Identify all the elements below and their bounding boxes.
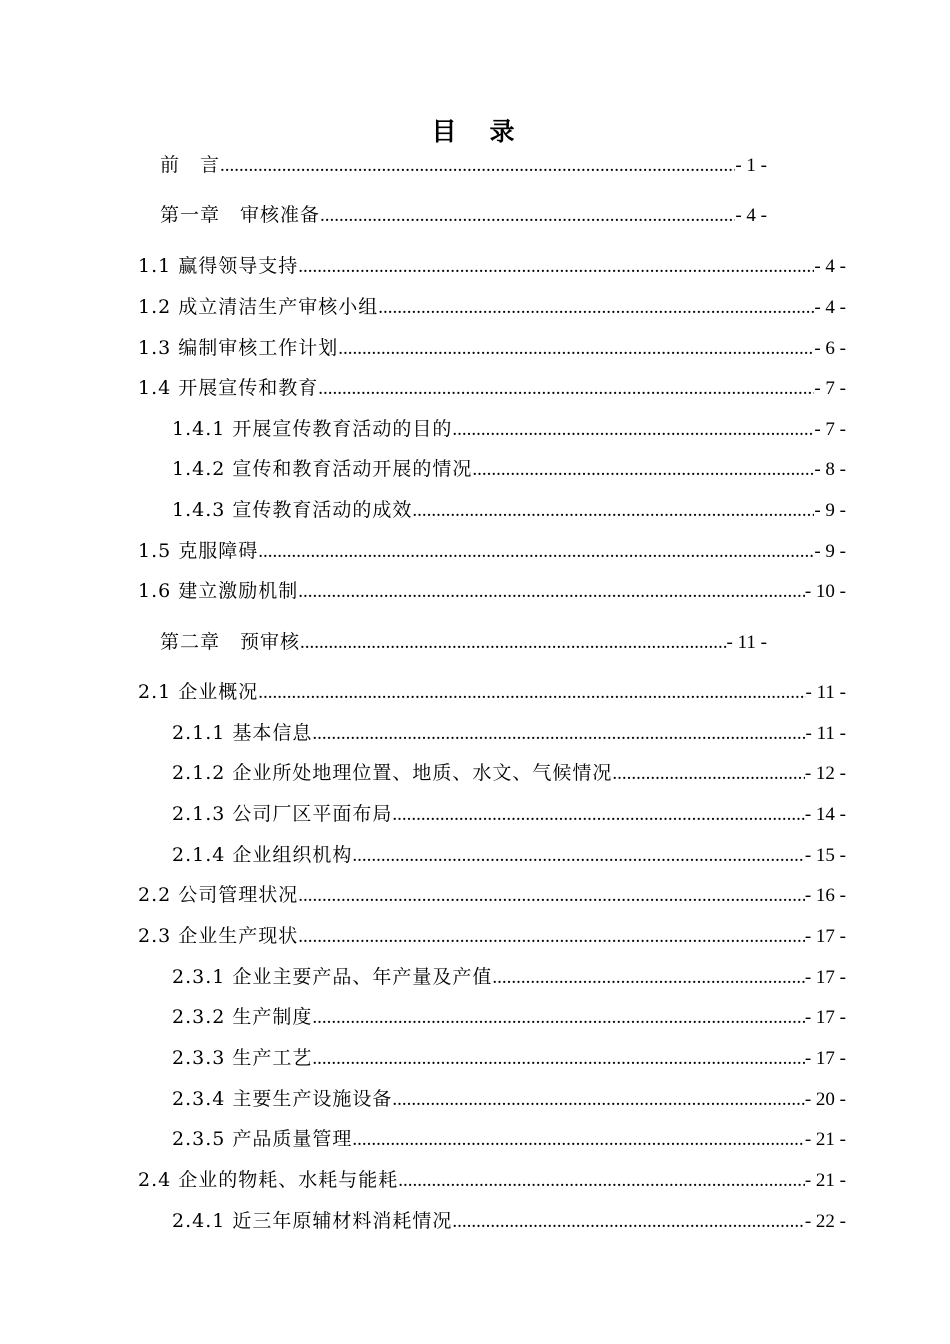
toc-entry-page-number: - 10 -	[804, 581, 846, 602]
toc-entry-page-number: - 11 -	[805, 682, 846, 703]
toc-entry-page-number: - 4 -	[814, 256, 846, 277]
toc-entry-label: 1.4.2 宣传和教育活动开展的情况	[172, 458, 473, 480]
toc-dot-leader	[352, 1127, 804, 1152]
toc-entry-page-number: - 16 -	[804, 885, 846, 906]
toc-entry[interactable]	[172, 1004, 846, 1030]
toc-entry[interactable]	[172, 456, 846, 482]
toc-dot-leader	[452, 1209, 804, 1234]
toc-dot-leader	[398, 1168, 805, 1193]
toc-entry[interactable]	[160, 629, 767, 655]
toc-dot-leader	[312, 721, 805, 746]
toc-entry[interactable]	[172, 1126, 846, 1152]
toc-entry[interactable]	[172, 801, 846, 827]
toc-entry-label: 1.1 赢得领导支持	[138, 255, 299, 277]
toc-entry-label: 2.3.4 主要生产设施设备	[172, 1088, 393, 1110]
toc-dot-leader	[612, 761, 804, 786]
toc-entry-page-number: - 17 -	[804, 926, 846, 947]
toc-entry-page-number: - 9 -	[814, 500, 846, 521]
toc-entry-page-number: - 7 -	[814, 419, 846, 440]
toc-entry-label: 2.4 企业的物耗、水耗与能耗	[138, 1169, 399, 1191]
toc-dot-leader	[300, 630, 727, 655]
toc-entry-page-number: - 4 -	[814, 297, 846, 318]
toc-entry-page-number: - 21 -	[804, 1129, 846, 1150]
toc-entry-page-number: - 17 -	[804, 1048, 846, 1069]
toc-entry-page-number: - 12 -	[804, 763, 846, 784]
toc-dot-leader	[312, 1005, 804, 1030]
toc-dot-leader	[318, 376, 814, 401]
toc-dot-leader	[298, 924, 805, 949]
toc-entry-page-number: - 11 -	[726, 632, 767, 653]
toc-entry-page-number: - 6 -	[814, 338, 846, 359]
toc-dot-leader	[312, 1046, 804, 1071]
toc-entry-page-number: - 20 -	[804, 1089, 846, 1110]
toc-entry-page-number: - 21 -	[804, 1170, 846, 1191]
toc-entry-label: 1.4 开展宣传和教育	[138, 377, 319, 399]
toc-entry-page-number: - 9 -	[814, 541, 846, 562]
toc-entry[interactable]	[138, 538, 846, 564]
toc-entry-label: 2.3.3 生产工艺	[172, 1047, 313, 1069]
toc-entry-page-number: - 11 -	[805, 723, 846, 744]
toc-entry-page-number: - 17 -	[804, 967, 846, 988]
toc-dot-leader	[258, 680, 805, 705]
toc-dot-leader	[378, 295, 814, 320]
toc-entry[interactable]	[172, 842, 846, 868]
toc-dot-leader	[258, 539, 814, 564]
toc-entry[interactable]	[138, 335, 846, 361]
toc-entry[interactable]	[138, 253, 846, 279]
toc-entry-page-number: - 17 -	[804, 1007, 846, 1028]
toc-entry-label: 2.1.3 公司厂区平面布局	[172, 803, 393, 825]
toc-entry[interactable]	[172, 497, 846, 523]
toc-entry-label: 2.3.1 企业主要产品、年产量及产值	[172, 966, 493, 988]
toc-entry-page-number: - 22 -	[804, 1211, 846, 1232]
toc-entry[interactable]	[138, 294, 846, 320]
toc-dot-leader	[412, 498, 814, 523]
toc-entry-page-number: - 14 -	[804, 804, 846, 825]
toc-entry-label: 1.2 成立清洁生产审核小组	[138, 296, 379, 318]
toc-entry-label: 2.3 企业生产现状	[138, 925, 299, 947]
toc-entry-label: 1.5 克服障碍	[138, 540, 259, 562]
toc-entry-label: 2.2 公司管理状况	[138, 884, 299, 906]
toc-entry-label: 1.3 编制审核工作计划	[138, 337, 339, 359]
toc-entry[interactable]	[160, 152, 767, 178]
toc-entry-label: 第一章 审核准备	[160, 204, 321, 226]
toc-entry-label: 2.3.5 产品质量管理	[172, 1128, 353, 1150]
toc-entry[interactable]	[138, 1167, 846, 1193]
toc-entry[interactable]	[172, 1045, 846, 1071]
toc-entry-page-number: - 15 -	[804, 845, 846, 866]
toc-dot-leader	[492, 965, 804, 990]
toc-entry-label: 前 言	[160, 154, 221, 176]
toc-entry-page-number: - 8 -	[814, 459, 846, 480]
toc-dot-leader	[392, 1087, 804, 1112]
toc-entry[interactable]	[172, 964, 846, 990]
toc-dot-leader	[392, 802, 804, 827]
toc-dot-leader	[338, 336, 814, 361]
toc-entry[interactable]	[172, 760, 846, 786]
toc-dot-leader	[298, 579, 805, 604]
toc-entry-label: 1.4.3 宣传教育活动的成效	[172, 499, 413, 521]
toc-entry-page-number: - 4 -	[735, 205, 767, 226]
toc-dot-leader	[472, 457, 814, 482]
toc-dot-leader	[352, 843, 804, 868]
toc-dot-leader	[452, 417, 814, 442]
toc-entry[interactable]	[172, 416, 846, 442]
toc-entry-label: 2.1.2 企业所处地理位置、地质、水文、气候情况	[172, 762, 613, 784]
toc-entry[interactable]	[172, 1208, 846, 1234]
toc-entry-page-number: - 7 -	[814, 378, 846, 399]
toc-entry[interactable]	[160, 202, 767, 228]
toc-dot-leader	[298, 254, 814, 279]
toc-dot-leader	[220, 153, 735, 178]
toc-entry[interactable]	[138, 375, 846, 401]
page-title: 目 录	[431, 117, 519, 146]
toc-dot-leader	[298, 883, 805, 908]
toc-entry[interactable]	[172, 720, 846, 746]
toc-entry-label: 2.1.4 企业组织机构	[172, 844, 353, 866]
toc-entry[interactable]	[138, 679, 846, 705]
toc-entry[interactable]	[138, 578, 846, 604]
toc-entry-label: 1.6 建立激励机制	[138, 580, 299, 602]
toc-entry-label: 1.4.1 开展宣传教育活动的目的	[172, 418, 453, 440]
toc-entry[interactable]	[138, 923, 846, 949]
toc-dot-leader	[320, 203, 735, 228]
toc-entry[interactable]	[138, 882, 846, 908]
toc-entry-label: 2.3.2 生产制度	[172, 1006, 313, 1028]
toc-entry-page-number: - 1 -	[735, 155, 767, 176]
toc-entry-label: 2.4.1 近三年原辅材料消耗情况	[172, 1210, 453, 1232]
toc-entry-label: 第二章 预审核	[160, 631, 301, 653]
toc-entry-label: 2.1.1 基本信息	[172, 722, 313, 744]
toc-entry[interactable]	[172, 1086, 846, 1112]
toc-entry-label: 2.1 企业概况	[138, 681, 259, 703]
